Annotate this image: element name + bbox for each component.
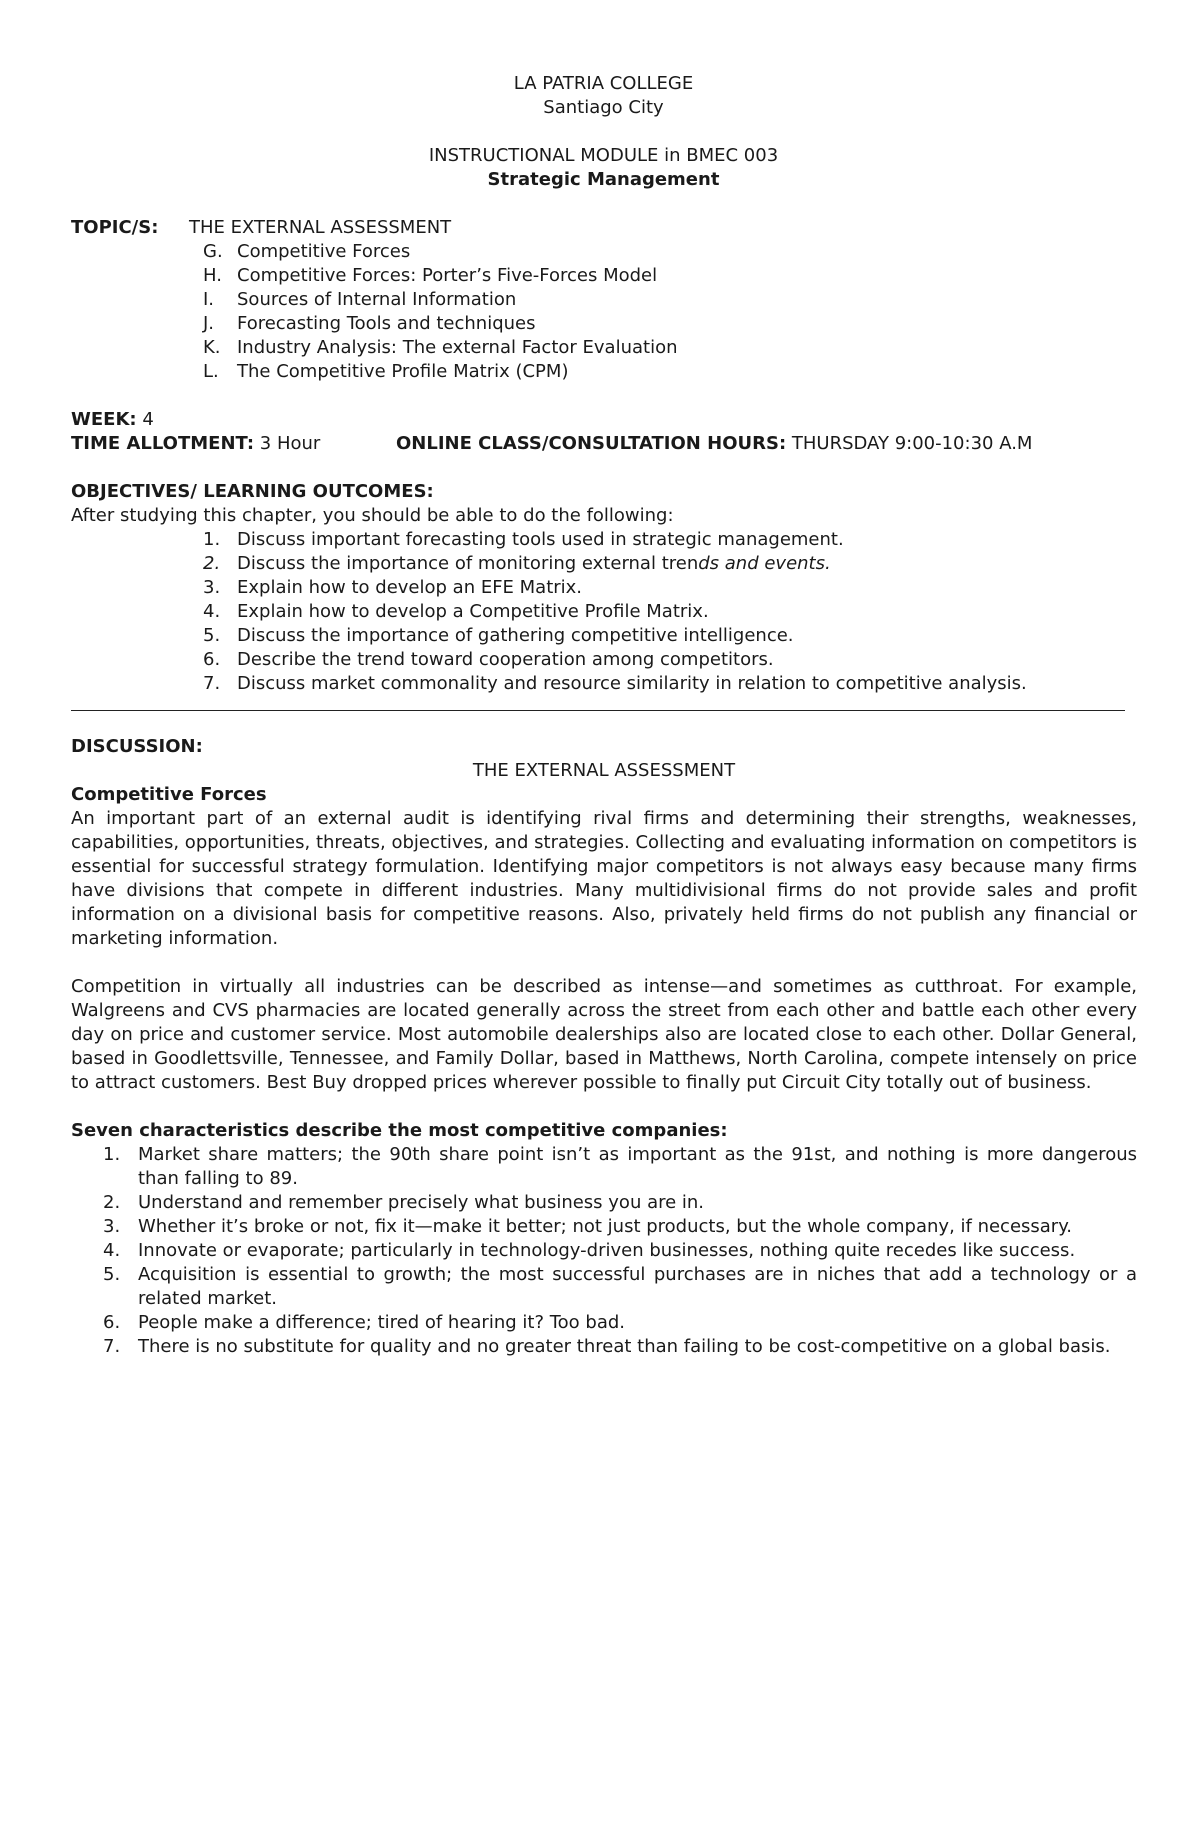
online-hours-label: ONLINE CLASS/CONSULTATION HOURS:: [396, 433, 787, 454]
week-value: 4: [142, 409, 154, 430]
discussion-subheading: Competitive Forces: [71, 784, 267, 805]
list-item: 7. There is no substitute for quality and no greater threat than failing to be cost-competitive on a global basis.: [103, 1336, 1111, 1357]
objectives-heading: OBJECTIVES/ LEARNING OUTCOMES:: [71, 481, 434, 502]
schedule-section: [71, 408, 1136, 456]
discussion-title: THE EXTERNAL ASSESSMENT: [472, 760, 736, 781]
subject-title: Strategic Management: [487, 169, 720, 190]
list-item: 4. Innovate or evaporate; particularly in technology-driven businesses, nothing quite recedes like success.: [103, 1240, 1076, 1261]
list-item: L. The Competitive Profile Matrix (CPM): [203, 361, 569, 382]
objectives-list: [71, 528, 1136, 696]
list-item: 5. Discuss the importance of gathering competitive intelligence.: [203, 625, 794, 646]
list-item: J. Forecasting Tools and techniques: [203, 313, 536, 334]
list-item: 6. People make a difference; tired of hearing it? Too bad.: [103, 1312, 626, 1333]
list-item: 7. Discuss market commonality and resource similarity in relation to competitive analysis.: [203, 673, 1027, 694]
list-item: 5. Acquisition is essential to growth; the most successful purchases are in niches that add a technology or a related market.: [103, 1264, 1137, 1309]
list-item: 2. Discuss the importance of monitoring external trends and events.: [203, 553, 831, 574]
list-item: H. Competitive Forces: Porter’s Five-Forces Model: [203, 265, 658, 286]
topics-list: [71, 240, 1136, 384]
week-label: WEEK:: [71, 409, 137, 430]
college-name: LA PATRIA COLLEGE: [513, 73, 694, 94]
list-item: 1. Market share matters; the 90th share point isn’t as important as the 91st, and nothing is more dangerous than falling to 89.: [103, 1144, 1137, 1189]
characteristics-heading: Seven characteristics describe the most competitive companies:: [71, 1120, 728, 1141]
discussion-paragraph: An important part of an external audit is identifying rival firms and determining their strengths, weaknesses, capabilities, opportunities, threats, objectives, and strategies. Collecting and evaluating information on competitors is essential for successful strategy formulation. Identifying major competitors is not always easy because many firms have divisions that compete in different industries. Many multidivisional firms do not provide sales and profit information on a divisional basis for competitive reasons. Also, privately held firms do not publish any financial or marketing information.: [71, 808, 1137, 949]
online-hours-value: THURSDAY 9:00-10:30 A.M: [791, 433, 1033, 454]
list-item: 6. Describe the trend toward cooperation among competitors.: [203, 649, 774, 670]
characteristics-list: [71, 1143, 1136, 1359]
college-city: Santiago City: [543, 97, 664, 118]
list-item: 2. Understand and remember precisely what business you are in.: [103, 1192, 705, 1213]
discussion-heading: DISCUSSION:: [71, 736, 203, 757]
objectives-section: [71, 480, 1136, 696]
section-divider: [71, 710, 1125, 711]
document-header: [71, 72, 1136, 192]
topics-label: TOPIC/S:: [71, 217, 159, 238]
topics-section: [71, 216, 1136, 384]
list-item: 4. Explain how to develop a Competitive Profile Matrix.: [203, 601, 709, 622]
objectives-intro: After studying this chapter, you should be able to do the following:: [71, 505, 674, 526]
list-item: I. Sources of Internal Information: [203, 289, 517, 310]
discussion-paragraph: Competition in virtually all industries can be described as intense—and sometimes as cutthroat. For example, Walgreens and CVS pharmacies are located generally across the street from each other and battle each other every day on price and customer service. Most automobile dealerships also are located close to each other. Dollar General, based in Goodlettsville, Tennessee, and Family Dollar, based in Matthews, North Carolina, compete intensely on price to attract customers. Best Buy dropped prices wherever possible to finally put Circuit City totally out of business.: [71, 976, 1137, 1093]
list-item: 3. Explain how to develop an EFE Matrix.: [203, 577, 583, 598]
topics-title: THE EXTERNAL ASSESSMENT: [189, 217, 452, 238]
list-item: 1. Discuss important forecasting tools used in strategic management.: [203, 529, 844, 550]
discussion-section: [71, 735, 1136, 1359]
list-item: K. Industry Analysis: The external Factor Evaluation: [203, 337, 678, 358]
time-allotment-label: TIME ALLOTMENT:: [71, 433, 255, 454]
list-item: G. Competitive Forces: [203, 241, 411, 262]
list-item: 3. Whether it’s broke or not, fix it—make it better; not just products, but the whole company, if necessary.: [103, 1216, 1073, 1237]
module-title: INSTRUCTIONAL MODULE in BMEC 003: [428, 145, 779, 166]
time-allotment-value: 3 Hour: [259, 433, 321, 454]
